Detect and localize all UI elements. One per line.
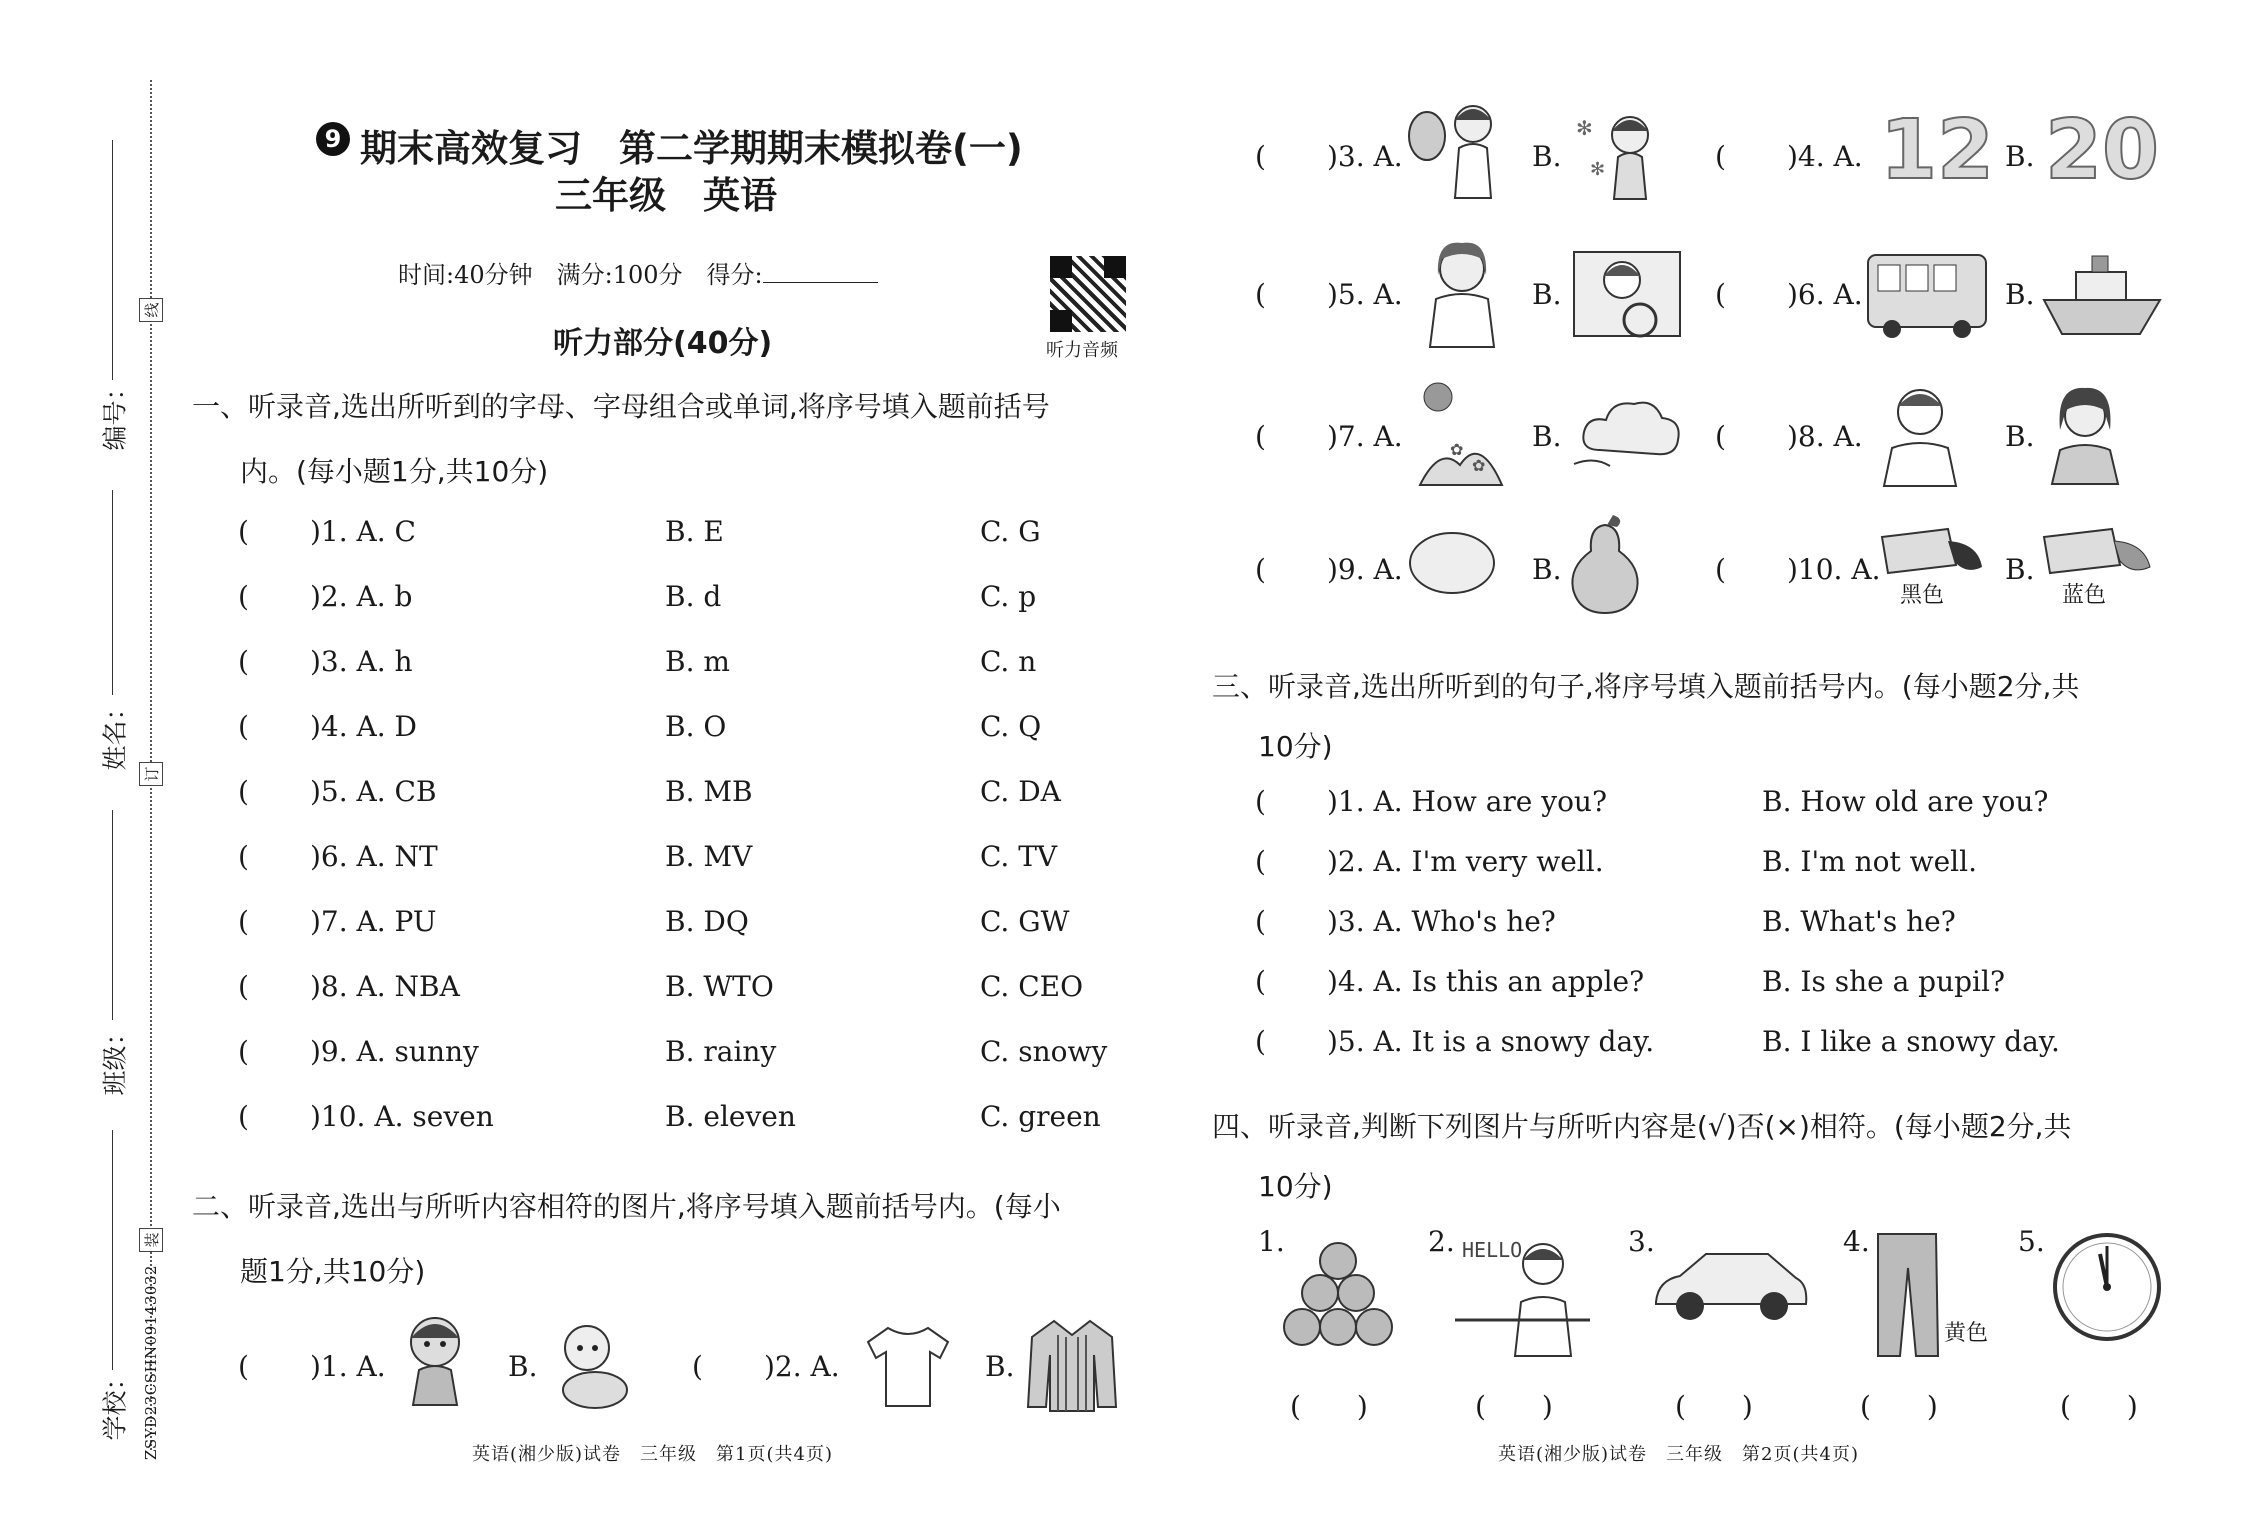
question-option-a: )4. A. bbox=[1787, 140, 1863, 173]
answer-bracket[interactable]: ( ) bbox=[2060, 1390, 2138, 1423]
option-b: B. DQ bbox=[665, 905, 749, 938]
option-b-label: B. bbox=[985, 1350, 1015, 1383]
t-shirt-icon bbox=[858, 1322, 958, 1412]
marker-staple: 装 bbox=[139, 1228, 163, 1252]
answer-bracket[interactable]: ( bbox=[238, 1035, 249, 1068]
option-b: B. eleven bbox=[665, 1100, 796, 1133]
section3-instruction-2: 10分) bbox=[1258, 730, 1333, 763]
number-twelve: 12 bbox=[1880, 103, 1995, 198]
paint-tube-black-icon bbox=[1878, 525, 1988, 580]
option-b: B. m bbox=[665, 645, 730, 678]
option-c: C. green bbox=[980, 1100, 1101, 1133]
baby-icon bbox=[545, 1318, 640, 1413]
option-c: C. G bbox=[980, 515, 1041, 548]
list-item bbox=[238, 710, 418, 743]
question-option-a: )5. A. CB bbox=[310, 775, 437, 808]
color-yellow-label: 黄色 bbox=[1944, 1321, 1989, 1346]
option-b: B. E bbox=[665, 515, 724, 548]
question-option-a: )1. A. bbox=[310, 1350, 386, 1383]
section1-instruction-2: 内。(每小题1分,共10分) bbox=[240, 455, 549, 488]
boy-with-leaf-icon bbox=[1405, 100, 1515, 200]
list-item bbox=[692, 1350, 840, 1383]
list-item bbox=[238, 840, 438, 873]
question-option-a: )10. A. bbox=[1787, 553, 1881, 586]
bus-icon bbox=[1862, 245, 1992, 340]
field-line bbox=[112, 810, 113, 1020]
option-b: B. I like a snowy day. bbox=[1762, 1025, 2060, 1058]
answer-bracket[interactable]: ( bbox=[1255, 785, 1266, 818]
list-item bbox=[238, 1100, 494, 1133]
svg-text:✻: ✻ bbox=[1576, 116, 1593, 140]
option-b: B. How old are you? bbox=[1762, 785, 2049, 818]
part-heading: 听力部分(40分) bbox=[553, 326, 773, 361]
color-blue-label: 蓝色 bbox=[2062, 583, 2107, 608]
option-c: C. TV bbox=[980, 840, 1058, 873]
option-b: B. MB bbox=[665, 775, 753, 808]
number-label: 编号： bbox=[100, 375, 130, 451]
question-option-a: )1. A. C bbox=[310, 515, 416, 548]
wind-cloud-icon bbox=[1570, 390, 1685, 480]
name-label: 姓名： bbox=[100, 695, 130, 771]
question-option-a: )2. A. I'm very well. bbox=[1327, 845, 1604, 878]
lemon-icon bbox=[1405, 525, 1500, 600]
answer-bracket[interactable]: ( bbox=[238, 515, 249, 548]
svg-text:✿: ✿ bbox=[1450, 440, 1464, 459]
answer-bracket[interactable]: ( bbox=[1255, 553, 1266, 586]
list-item bbox=[1255, 140, 1403, 173]
exam-info bbox=[398, 255, 878, 290]
question-option-a: )6. A. bbox=[1787, 278, 1863, 311]
class-field bbox=[0, 1020, 140, 1096]
question-option-a: )10. A. seven bbox=[310, 1100, 494, 1133]
list-item bbox=[1255, 420, 1403, 453]
item-number: 3. bbox=[1628, 1225, 1655, 1258]
list-item bbox=[1255, 965, 1645, 998]
list-item bbox=[1255, 785, 1607, 818]
question-option-a: )7. A. bbox=[1327, 420, 1403, 453]
list-item bbox=[1255, 553, 1403, 586]
question-option-a: )3. A. bbox=[1327, 140, 1403, 173]
answer-bracket[interactable]: ( bbox=[1255, 278, 1266, 311]
option-b-label: B. bbox=[1532, 278, 1562, 311]
answer-bracket[interactable]: ( ) bbox=[1475, 1390, 1553, 1423]
boy-greeting-icon bbox=[1455, 1228, 1590, 1358]
answer-bracket[interactable]: ( bbox=[1255, 140, 1266, 173]
badge-icon: 9 bbox=[316, 122, 350, 156]
footer-left: 英语(湘少版)试卷 三年级 第1页(共4页) bbox=[472, 1444, 833, 1465]
list-item bbox=[1255, 845, 1604, 878]
option-b-label: B. bbox=[1532, 140, 1562, 173]
question-option-a: )9. A. bbox=[1327, 553, 1403, 586]
list-item bbox=[238, 515, 416, 548]
option-c: C. n bbox=[980, 645, 1037, 678]
list-item bbox=[238, 1350, 386, 1383]
list-item bbox=[1715, 278, 1863, 311]
school-field bbox=[0, 1365, 140, 1441]
svg-text:✿: ✿ bbox=[1472, 456, 1486, 475]
option-b: B. d bbox=[665, 580, 722, 613]
list-item bbox=[1715, 553, 1881, 586]
color-black-label: 黑色 bbox=[1900, 583, 1945, 608]
answer-bracket[interactable]: ( bbox=[238, 1100, 249, 1133]
question-option-a: )8. A. bbox=[1787, 420, 1863, 453]
section3-instruction: 三、听录音,选出所听到的句子,将序号填入题前括号内。(每小题2分,共 bbox=[1212, 670, 2080, 703]
list-item bbox=[1255, 278, 1403, 311]
boy-child-icon bbox=[395, 1310, 475, 1410]
option-b: B. O bbox=[665, 710, 727, 743]
list-item bbox=[238, 1035, 479, 1068]
section4-instruction: 四、听录音,判断下列图片与所听内容是(√)否(×)相符。(每小题2分,共 bbox=[1212, 1110, 2072, 1143]
answer-bracket[interactable]: ( bbox=[238, 710, 249, 743]
marker-bind: 订 bbox=[139, 762, 163, 786]
option-b-label: B. bbox=[2005, 278, 2035, 311]
answer-bracket[interactable]: ( bbox=[238, 1350, 249, 1383]
answer-bracket[interactable]: ( bbox=[1715, 553, 1726, 586]
list-item bbox=[238, 645, 413, 678]
section2-instruction-2: 题1分,共10分) bbox=[240, 1255, 426, 1288]
option-b: B. What's he? bbox=[1762, 905, 1956, 938]
answer-bracket[interactable]: ( bbox=[238, 775, 249, 808]
field-line bbox=[112, 490, 113, 695]
list-item bbox=[1255, 1025, 1655, 1058]
option-b-label: B. bbox=[2005, 420, 2035, 453]
list-item bbox=[1715, 140, 1863, 173]
woman-icon bbox=[2040, 380, 2130, 485]
question-option-a: )3. A. h bbox=[310, 645, 413, 678]
page-title: 期末高效复习 第二学期期末模拟卷(一) bbox=[360, 127, 1023, 170]
question-option-a: )3. A. Who's he? bbox=[1327, 905, 1556, 938]
item-number: 4. bbox=[1843, 1225, 1870, 1258]
option-b-label: B. bbox=[2005, 553, 2035, 586]
ship-icon bbox=[2040, 250, 2165, 340]
list-item bbox=[238, 905, 437, 938]
option-c: C. Q bbox=[980, 710, 1042, 743]
section4-instruction-2: 10分) bbox=[1258, 1170, 1333, 1203]
marker-line: 线 bbox=[139, 298, 163, 322]
name-field bbox=[0, 695, 140, 771]
answer-bracket[interactable]: ( ) bbox=[1675, 1390, 1753, 1423]
question-option-a: )8. A. NBA bbox=[310, 970, 460, 1003]
question-option-a: )9. A. sunny bbox=[310, 1035, 479, 1068]
answer-bracket[interactable]: ( ) bbox=[1290, 1390, 1368, 1423]
option-b-label: B. bbox=[2005, 140, 2035, 173]
list-item bbox=[1255, 905, 1556, 938]
paint-tube-blue-icon bbox=[2040, 525, 2155, 580]
number-twenty: 20 bbox=[2045, 103, 2160, 198]
answer-bracket[interactable]: ( bbox=[238, 840, 249, 873]
option-b-label: B. bbox=[1532, 553, 1562, 586]
option-c: C. p bbox=[980, 580, 1037, 613]
section1-instruction: 一、听录音,选出所听到的字母、字母组合或单词,将序号填入题前括号 bbox=[192, 390, 1050, 423]
option-b: B. I'm not well. bbox=[1762, 845, 1977, 878]
answer-bracket[interactable]: ( bbox=[238, 645, 249, 678]
option-c: C. DA bbox=[980, 775, 1061, 808]
answer-bracket[interactable]: ( bbox=[1715, 140, 1726, 173]
question-option-a: )4. A. Is this an apple? bbox=[1327, 965, 1645, 998]
option-b-label: B. bbox=[1532, 420, 1562, 453]
item-number: 2. bbox=[1428, 1225, 1455, 1258]
item-number: 1. bbox=[1258, 1225, 1285, 1258]
answer-bracket[interactable]: ( bbox=[238, 580, 249, 613]
number-field bbox=[0, 375, 140, 451]
question-option-a: )2. A. b bbox=[310, 580, 413, 613]
answer-bracket[interactable]: ( bbox=[1715, 278, 1726, 311]
option-b: B. MV bbox=[665, 840, 753, 873]
answer-bracket[interactable]: ( bbox=[692, 1350, 703, 1383]
answer-bracket[interactable]: ( bbox=[1715, 420, 1726, 453]
answer-bracket[interactable]: ( bbox=[1255, 905, 1266, 938]
hello-text: HELLO bbox=[1462, 1238, 1523, 1262]
field-line bbox=[112, 1130, 113, 1370]
question-option-a: )2. A. bbox=[764, 1350, 840, 1383]
class-label: 班级： bbox=[100, 1020, 130, 1096]
question-option-a: )5. A. bbox=[1327, 278, 1403, 311]
qr-label: 听力音频 bbox=[1046, 340, 1118, 361]
man-icon bbox=[1870, 378, 1970, 488]
section2-instruction: 二、听录音,选出与所听内容相符的图片,将序号填入题前括号内。(每小 bbox=[192, 1190, 1061, 1223]
pear-icon bbox=[1565, 515, 1645, 615]
field-line bbox=[112, 140, 113, 380]
qr-code-icon bbox=[1050, 256, 1126, 332]
option-c: C. GW bbox=[980, 905, 1070, 938]
svg-text:✻: ✻ bbox=[1590, 159, 1606, 180]
option-b: B. rainy bbox=[665, 1035, 777, 1068]
car-icon bbox=[1650, 1240, 1810, 1330]
exam-info-text: 时间:40分钟 满分:100分 得分: bbox=[398, 261, 763, 289]
answer-bracket[interactable]: ( bbox=[1255, 420, 1266, 453]
option-b: B. WTO bbox=[665, 970, 774, 1003]
driver-icon bbox=[1570, 240, 1685, 340]
option-c: C. CEO bbox=[980, 970, 1084, 1003]
score-blank bbox=[763, 261, 878, 283]
boy-with-snowflakes-icon bbox=[1570, 105, 1675, 200]
paper-code: ZSYD23CSHN09143032 bbox=[142, 1264, 160, 1460]
question-option-a: )7. A. PU bbox=[310, 905, 437, 938]
page-subtitle: 三年级 英语 bbox=[555, 174, 777, 217]
trousers-icon bbox=[1870, 1228, 1945, 1358]
footer-right: 英语(湘少版)试卷 三年级 第2页(共4页) bbox=[1498, 1444, 1859, 1465]
answer-bracket[interactable]: ( bbox=[1255, 965, 1266, 998]
school-label: 学校： bbox=[100, 1365, 130, 1441]
question-option-a: )1. A. How are you? bbox=[1327, 785, 1607, 818]
list-item bbox=[238, 970, 460, 1003]
option-c: C. snowy bbox=[980, 1035, 1108, 1068]
answer-bracket[interactable]: ( bbox=[1255, 1025, 1266, 1058]
option-b-label: B. bbox=[508, 1350, 538, 1383]
list-item bbox=[238, 580, 413, 613]
fruit-pile-icon bbox=[1282, 1235, 1394, 1350]
question-option-a: )4. A. D bbox=[310, 710, 418, 743]
sun-flowers-icon bbox=[1410, 375, 1510, 490]
answer-bracket[interactable]: ( ) bbox=[1860, 1390, 1938, 1423]
question-option-a: )5. A. It is a snowy day. bbox=[1327, 1025, 1655, 1058]
answer-bracket[interactable]: ( bbox=[238, 905, 249, 938]
doctor-woman-icon bbox=[1412, 235, 1507, 350]
option-b: B. Is she a pupil? bbox=[1762, 965, 2005, 998]
answer-bracket[interactable]: ( bbox=[1255, 845, 1266, 878]
question-option-a: )6. A. NT bbox=[310, 840, 438, 873]
striped-shirt-icon bbox=[1022, 1315, 1122, 1415]
list-item bbox=[238, 775, 437, 808]
list-item bbox=[1715, 420, 1863, 453]
item-number: 5. bbox=[2018, 1225, 2045, 1258]
answer-bracket[interactable]: ( bbox=[238, 970, 249, 1003]
clock-icon bbox=[2050, 1230, 2165, 1345]
